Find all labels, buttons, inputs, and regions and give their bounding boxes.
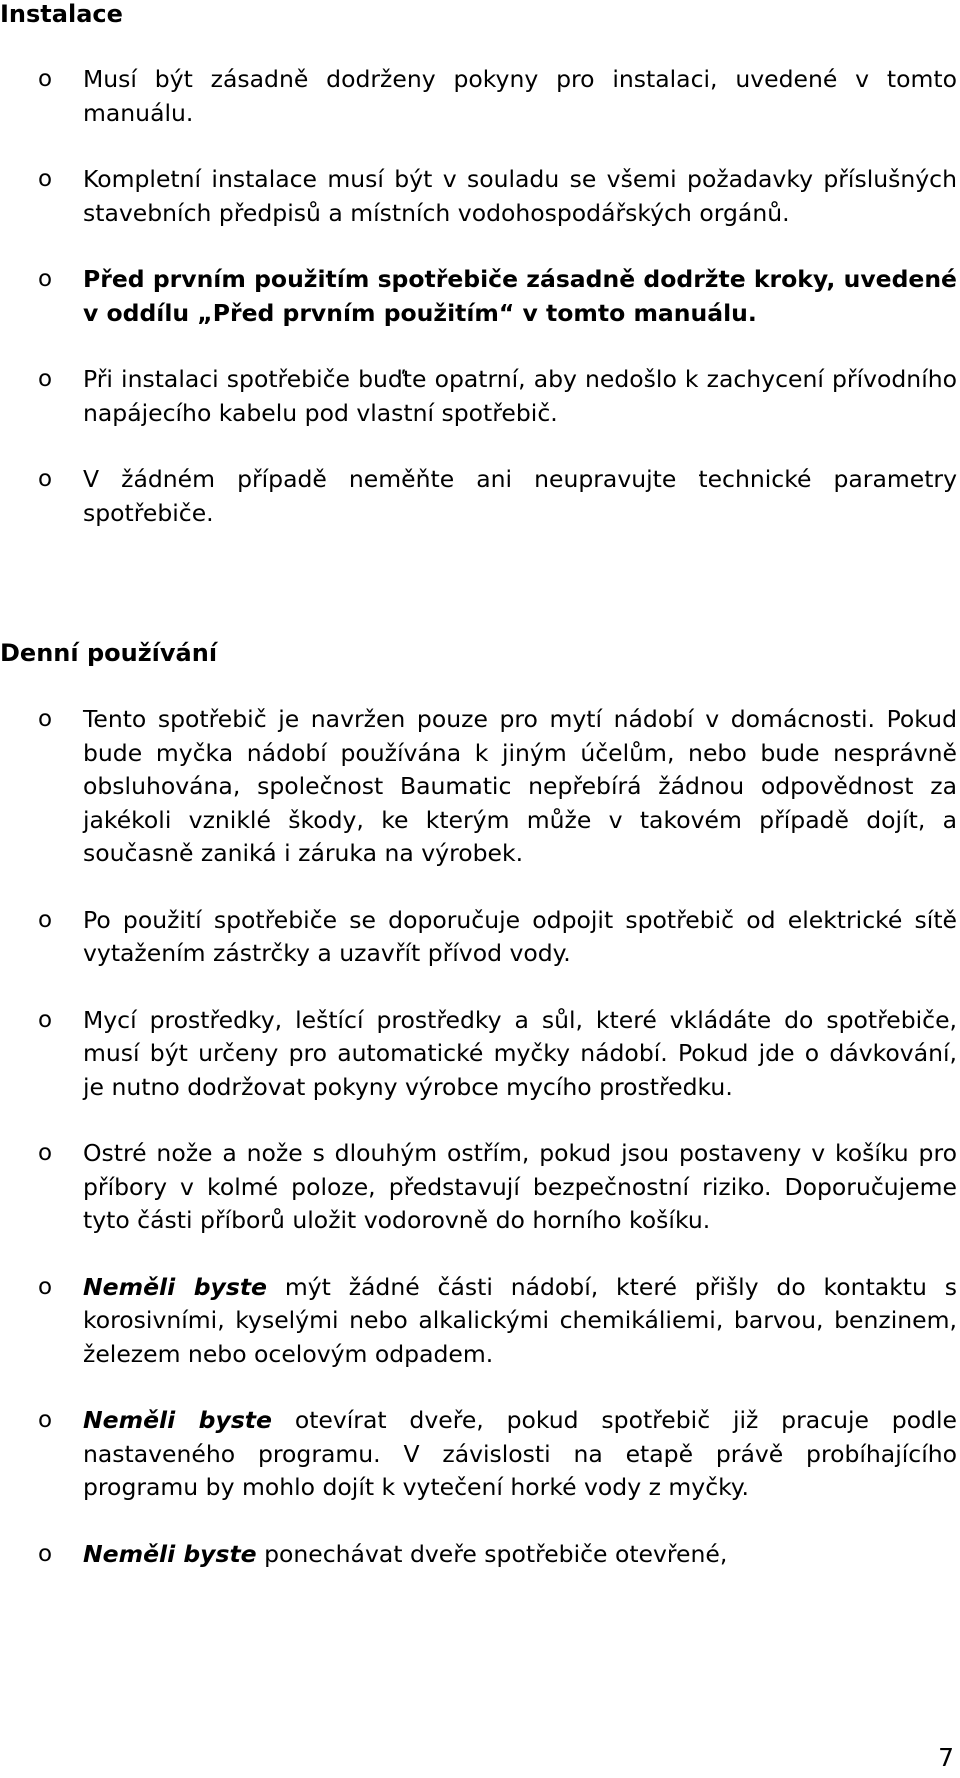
bullet-marker: o xyxy=(38,1273,53,1300)
emphasis-lead: Neměli byste xyxy=(83,1272,267,1301)
bullet-marker: o xyxy=(38,1006,53,1033)
list-item xyxy=(0,1404,960,1505)
installation-list xyxy=(0,63,960,530)
list-item-text: mýt žádné části nádobí, které přišly do kontaktu s korosivními, kyselými nebo alkalickými chemikáliemi, barvou, benzinem, železem nebo ocelovým odpadem. xyxy=(83,1272,957,1368)
page-number: 7 xyxy=(938,1743,954,1772)
list-item-text: ponechávat dveře spotřebiče otevřené, xyxy=(256,1539,728,1568)
list-item-text: Kompletní instalace musí být v souladu se všemi požadavky příslušných stavebních předpisů a místních vodohospodářských orgánů. xyxy=(83,165,957,227)
list-item xyxy=(0,1538,960,1572)
bullet-marker: o xyxy=(38,266,53,292)
list-item xyxy=(0,703,960,871)
bullet-marker: o xyxy=(38,906,53,933)
list-item-text: otevírat dveře, pokud spotřebič již pracuje podle nastaveného programu. V závislosti na etapě právě probíhajícího programu by mohlo dojít k vytečení horké vody z myčky. xyxy=(83,1406,957,1501)
bullet-marker: o xyxy=(38,1540,53,1567)
list-item-text: Mycí prostředky, leštící prostředky a sůl, které vkládáte do spotřebiče, musí být určeny pro automatické myčky nádobí. Pokud jde o dávkování, je nutno dodržovat pokyny výrobce mycího prostředku. xyxy=(83,1005,957,1101)
list-item xyxy=(0,1004,960,1105)
emphasis-lead: Neměli byste xyxy=(83,1539,257,1568)
bullet-marker: o xyxy=(38,1140,53,1166)
daily-use-list xyxy=(0,703,960,1571)
list-item-text: Před prvním použitím spotřebiče zásadně dodržte kroky, uvedené v oddílu „Před prvním použitím“ v tomto manuálu. xyxy=(83,265,957,327)
list-item-text: Ostré nože a nože s dlouhým ostřím, pokud jsou postaveny v košíku pro příbory v kolmé poloze, představují bezpečnostní riziko. Doporučujeme tyto části příborů uložit vodorovně do horního košíku. xyxy=(83,1139,957,1234)
bullet-marker: o xyxy=(38,366,53,392)
list-item xyxy=(0,63,960,130)
list-item xyxy=(0,904,960,971)
emphasis-lead: Neměli byste xyxy=(83,1406,272,1434)
bullet-marker: o xyxy=(38,1407,53,1433)
list-item xyxy=(0,1271,960,1372)
list-item-text: V žádném případě neměňte ani neupravujte technické parametry spotřebiče. xyxy=(83,465,957,527)
list-item-text: Tento spotřebič je navržen pouze pro mytí nádobí v domácnosti. Pokud bude myčka nádobí používána k jiným účelům, nebo bude nesprávně obsluhována, společnost Baumatic nepřebírá žádnou odpovědnost za jakékoli vzniklé škody, ke kterým může v takovém případě dojít, a současně zaniká i záruka na výrobek. xyxy=(83,705,957,867)
bullet-marker: o xyxy=(38,66,53,92)
bullet-marker: o xyxy=(38,466,53,492)
list-item-text: Při instalaci spotřebiče buďte opatrní, aby nedošlo k zachycení přívodního napájecího kabelu pod vlastní spotřebič. xyxy=(83,365,957,427)
list-item xyxy=(0,163,960,230)
list-item-text: Musí být zásadně dodrženy pokyny pro instalaci, uvedené v tomto manuálu. xyxy=(83,65,957,127)
list-item xyxy=(0,463,960,530)
heading-installation: Instalace xyxy=(0,0,123,28)
bullet-marker: o xyxy=(38,706,53,732)
list-item xyxy=(0,363,960,430)
bullet-marker: o xyxy=(38,166,53,192)
list-item xyxy=(0,263,960,330)
list-item-text: Po použití spotřebiče se doporučuje odpojit spotřebič od elektrické sítě vytažením zástrčky a uzavřít přívod vody. xyxy=(83,905,957,967)
list-item xyxy=(0,1137,960,1238)
heading-daily-use: Denní používání xyxy=(0,639,218,667)
